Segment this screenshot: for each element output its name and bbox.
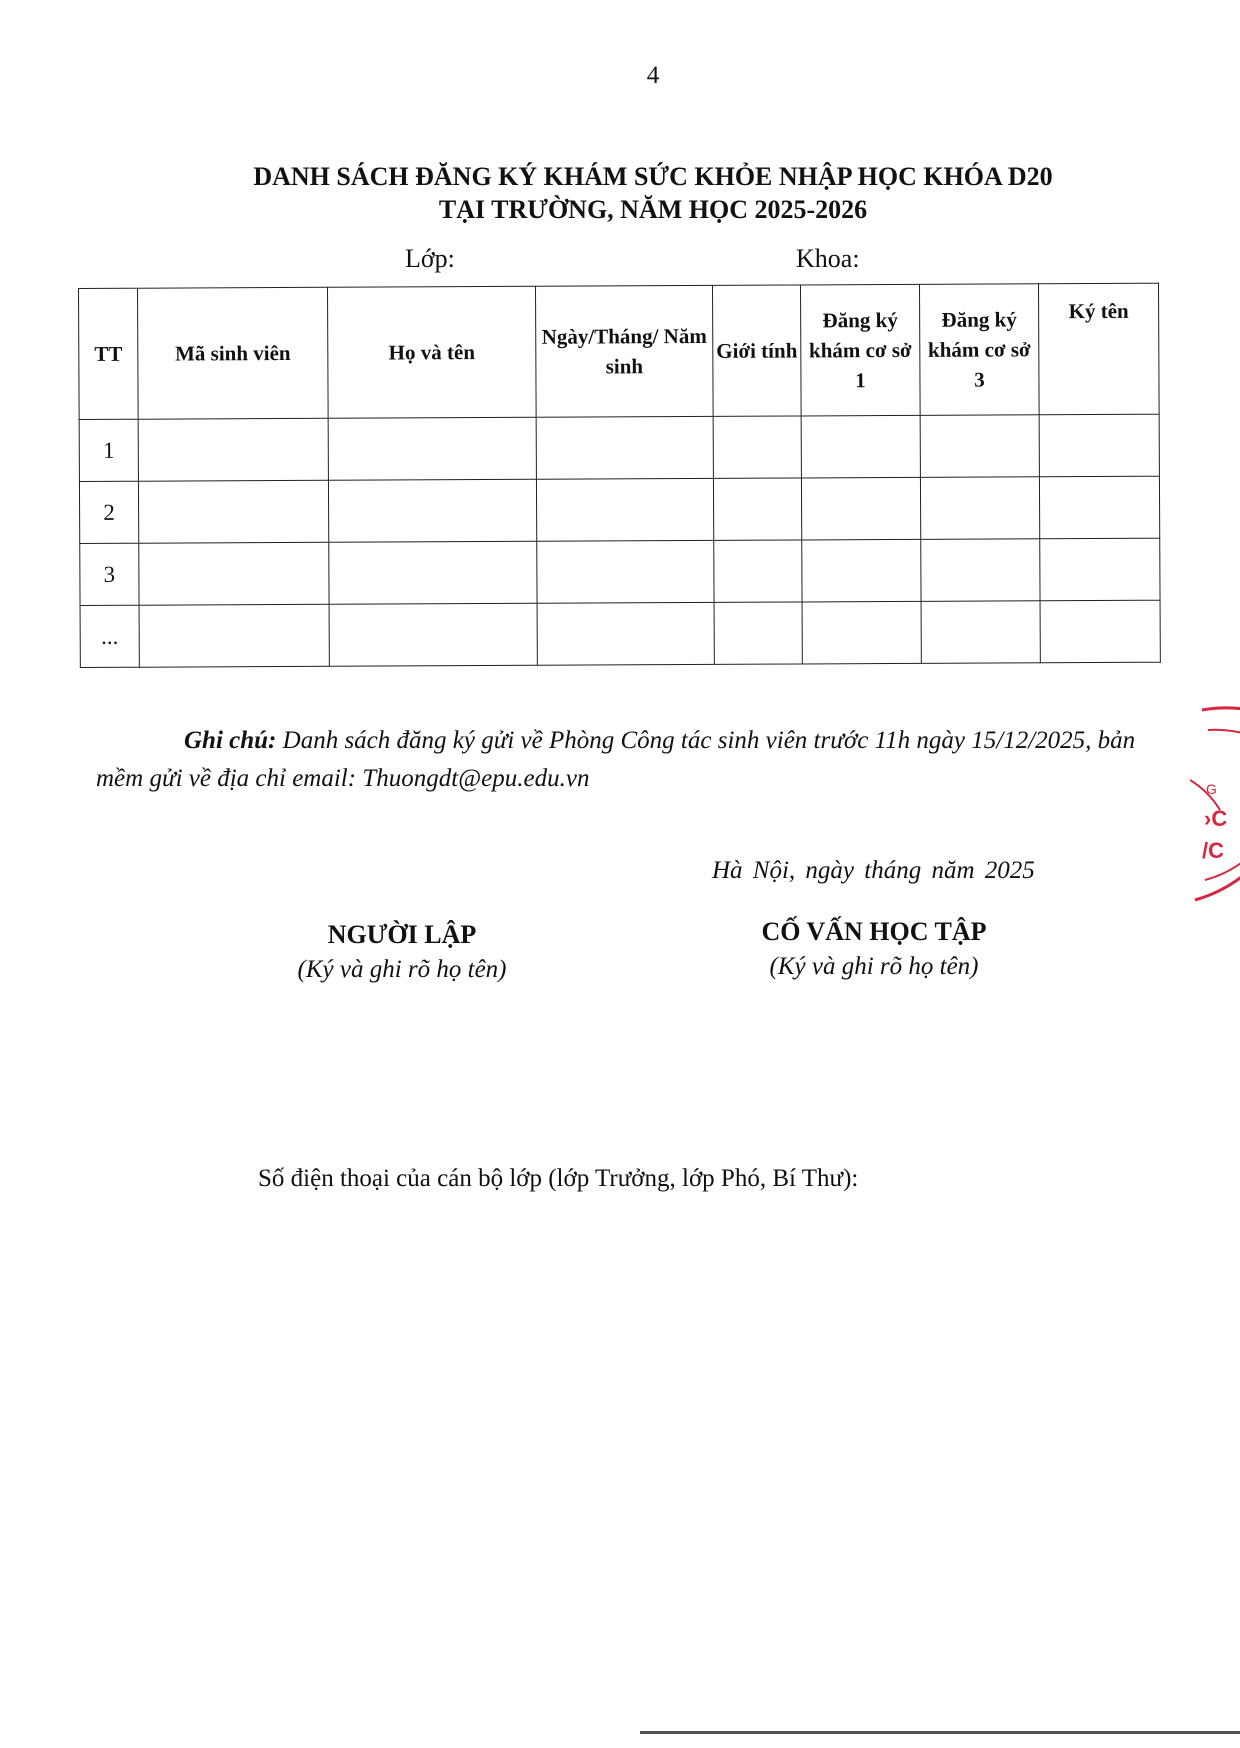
faculty-label: Khoa: [796, 244, 860, 273]
table-row [79, 414, 1159, 481]
page-number: 4 [646, 62, 660, 89]
cell-empty [329, 603, 537, 666]
header-full-name: Họ và tên [327, 286, 536, 418]
cell-empty [1039, 476, 1159, 539]
cell-empty [920, 415, 1039, 478]
cell-empty [138, 418, 328, 481]
cell-empty [921, 539, 1040, 602]
header-birth-date: Ngày/Tháng/ Năm sinh [535, 285, 713, 417]
preparer-title: NGƯỜI LẬP [327, 920, 477, 949]
cell-empty [801, 477, 920, 540]
registration-table [78, 283, 1161, 668]
row-index: 3 [80, 543, 139, 605]
cell-empty [802, 601, 921, 664]
header-tt: TT [79, 288, 139, 419]
table-header-row [79, 283, 1160, 419]
cell-empty [537, 540, 714, 603]
table-row [80, 600, 1160, 667]
header-gender: Giới tính [712, 285, 801, 416]
note-paragraph [96, 722, 1136, 798]
header-campus-3: Đăng ký khám cơ sở 3 [919, 284, 1039, 416]
cell-empty [139, 542, 329, 605]
document-title [0, 160, 1240, 226]
title-line-1: DANH SÁCH ĐĂNG KÝ KHÁM SỨC KHỎE NHẬP HỌC KHÓA D20 [253, 162, 1053, 191]
table-row [80, 538, 1160, 605]
cell-empty [537, 602, 714, 665]
svg-text:G: G [1206, 781, 1217, 797]
table-row [79, 476, 1159, 543]
place-date-line: Hà Nội, ngày tháng năm 2025 [712, 857, 1035, 884]
signature-block-preparer [222, 920, 582, 984]
cell-empty [1040, 600, 1160, 663]
red-stamp-fragment [1190, 690, 1240, 920]
title-line-2: TẠI TRƯỜNG, NĂM HỌC 2025-2026 [438, 195, 868, 224]
cell-empty [714, 540, 802, 602]
cell-empty [1040, 538, 1160, 601]
note-label: Ghi chú: [184, 727, 277, 754]
cell-empty [329, 541, 537, 604]
cell-empty [328, 417, 536, 480]
cell-empty [1039, 414, 1159, 477]
preparer-hint: (Ký và ghi rõ họ tên) [297, 956, 507, 983]
cell-empty [713, 416, 801, 478]
class-label: Lớp: [405, 244, 455, 273]
cell-empty [802, 539, 921, 602]
class-officer-phone-line: Số điện thoại của cán bộ lớp (lớp Trưởng, lớp Phó, Bí Thư): [258, 1165, 859, 1192]
cell-empty [714, 602, 802, 664]
svg-text:›C: ›C [1204, 806, 1228, 831]
row-index: 1 [79, 419, 138, 481]
cell-empty [138, 480, 328, 543]
header-signature: Ký tên [1038, 283, 1159, 415]
scan-edge-line [640, 1731, 1240, 1734]
note-text: Danh sách đăng ký gửi về Phòng Công tác sinh viên trước 11h ngày 15/12/2025, bản mềm gửi về địa chỉ email: Thuongdt@epu.edu.vn [96, 727, 1136, 792]
signature-block-advisor [694, 917, 1054, 981]
header-campus-1: Đăng ký khám cơ sở 1 [800, 284, 920, 416]
row-index: 2 [79, 481, 138, 543]
cell-empty [536, 478, 713, 541]
cell-empty [920, 477, 1039, 540]
cell-empty [921, 601, 1040, 664]
svg-text:/C: /C [1202, 838, 1224, 863]
row-index: ... [80, 605, 139, 667]
cell-empty [139, 604, 329, 667]
advisor-hint: (Ký và ghi rõ họ tên) [769, 953, 979, 980]
cell-empty [328, 479, 536, 542]
header-student-id: Mã sinh viên [138, 287, 329, 419]
cell-empty [536, 416, 713, 479]
advisor-title: CỐ VẤN HỌC TẬP [761, 917, 987, 946]
cell-empty [713, 478, 801, 540]
cell-empty [801, 415, 920, 478]
